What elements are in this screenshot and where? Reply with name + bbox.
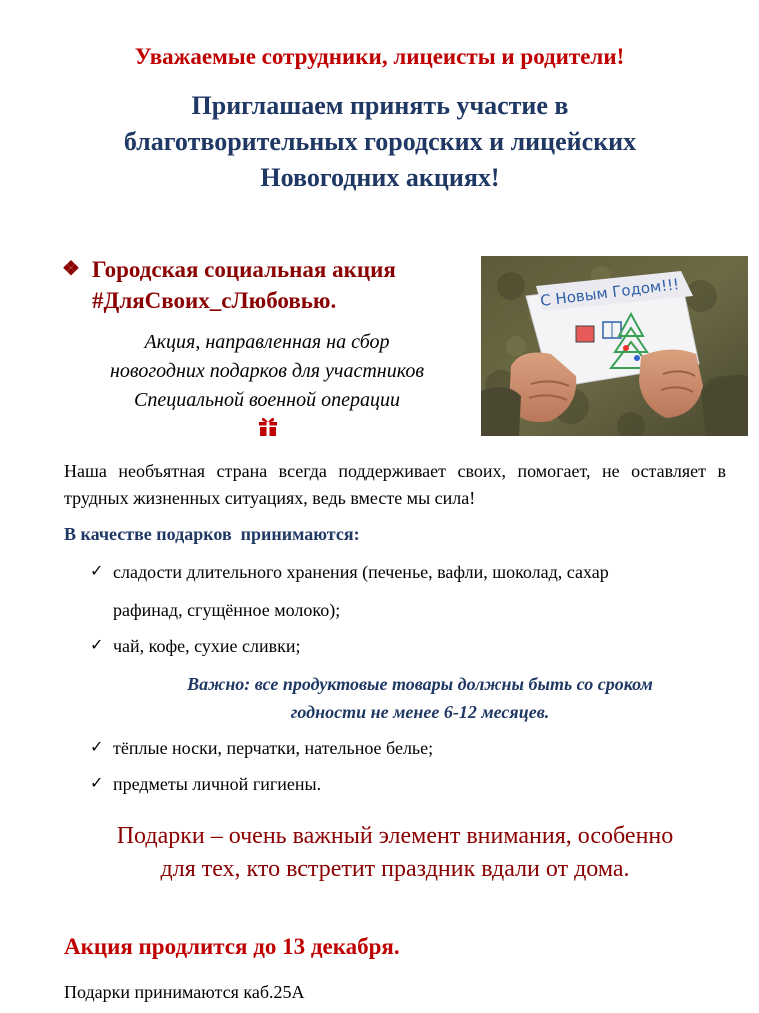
subtitle-line-1: Акция, направленная на сбор xyxy=(144,331,390,353)
important-line-2: годности не менее 6-12 месяцев. xyxy=(290,702,550,722)
checkmark-icon: ✓ xyxy=(90,637,104,654)
intro-paragraph: Наша необъятная страна всегда поддерживает своих, помогает, не оставляет в трудных жизненных ситуациях, ведь вместе мы сила! xyxy=(64,461,726,508)
note-line-1: Подарки – очень важный элемент внимания, особенно xyxy=(116,823,674,849)
list-item xyxy=(0,592,759,628)
list-item xyxy=(0,554,759,590)
invite-heading xyxy=(60,88,700,196)
action-title-line-2: #ДляСвоих_сЛюбовью. xyxy=(92,288,337,313)
gift-icon xyxy=(63,415,472,446)
checkmark-icon: ✓ xyxy=(90,739,104,756)
checkmark-icon: ✓ xyxy=(90,563,104,580)
list-item-text: предметы личной гигиены. xyxy=(113,774,322,794)
list-item xyxy=(0,628,759,664)
diamond-bullet-icon: ❖ xyxy=(62,258,80,280)
gifts-heading: В качестве подарков принимаются: xyxy=(64,524,360,544)
invite-line-3: Новогодних акциях! xyxy=(260,163,500,192)
subtitle-line-3: Специальной военной операции xyxy=(134,389,400,411)
list-item-text: рафинад, сгущённое молоко); xyxy=(113,600,341,620)
deadline-heading: Акция продлится до 13 декабря. xyxy=(64,934,400,959)
action-title xyxy=(62,254,482,316)
list-item xyxy=(0,730,759,766)
list-item-text: сладости длительного хранения (печенье, вафли, шоколад, сахар xyxy=(113,562,609,582)
gifts-importance-note xyxy=(40,820,750,886)
note-line-2: для тех, кто встретит праздник вдали от дома. xyxy=(160,856,630,882)
invite-line-2: благотворительных городских и лицейских xyxy=(123,127,637,156)
soldier-holding-card-photo xyxy=(481,256,748,436)
action-subtitle xyxy=(62,328,472,446)
subtitle-line-2: новогодних подарков для участников xyxy=(110,360,424,382)
list-item-text: тёплые носки, перчатки, нательное белье; xyxy=(113,738,434,758)
action-title-line-1: Городская социальная акция xyxy=(92,257,396,282)
list-item-text: чай, кофе, сухие сливки; xyxy=(113,636,301,656)
subtitle-line-3-wrap xyxy=(62,386,472,446)
important-note xyxy=(120,670,720,726)
list-item xyxy=(0,766,759,802)
checkmark-icon: ✓ xyxy=(90,775,104,792)
invite-line-1: Приглашаем принять участие в xyxy=(191,91,569,120)
collection-location: Подарки принимаются каб.25А xyxy=(64,982,305,1002)
greeting-heading: Уважаемые сотрудники, лицеисты и родители! xyxy=(134,44,625,69)
important-line-1: Важно: все продуктовые товары должны быть со сроком xyxy=(187,674,653,694)
card-greeting-text: С Новым Годом!!! xyxy=(539,275,681,310)
